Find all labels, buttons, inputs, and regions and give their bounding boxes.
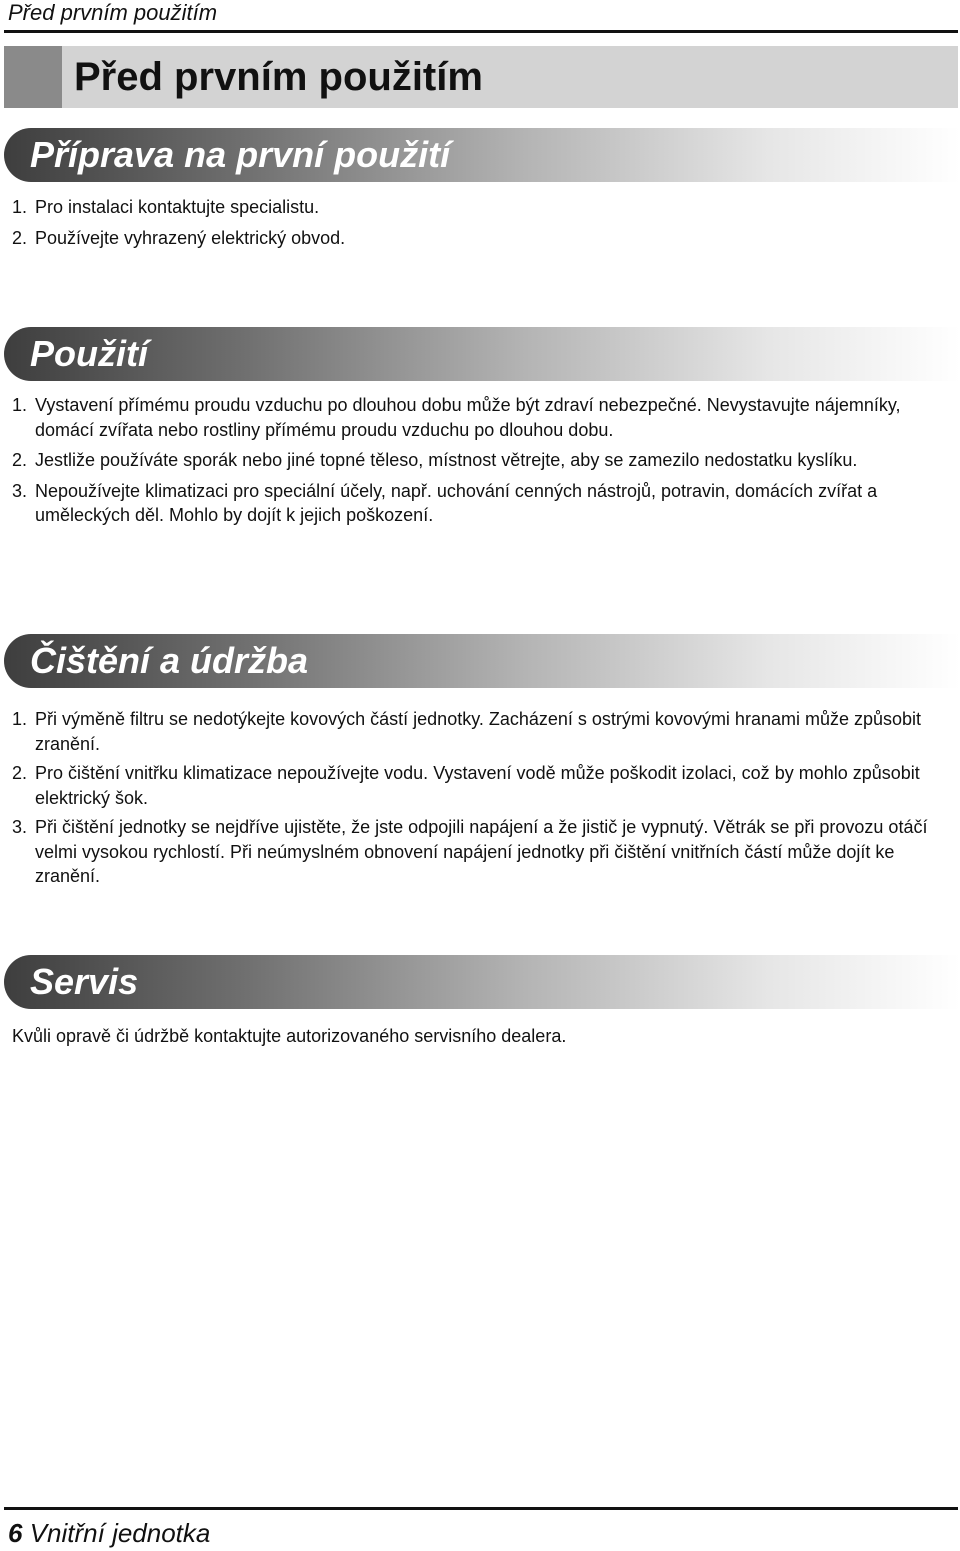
section-heading-preparation — [4, 128, 960, 182]
footer — [8, 1516, 210, 1550]
item-text: Jestliže používáte sporák nebo jiné topné těleso, místnost větrejte, aby se zamezilo nedostatku kyslíku. — [35, 450, 858, 470]
section-heading-label: Čištění a údržba — [30, 640, 309, 681]
item-number: 1. — [12, 709, 28, 729]
item-text: Při čištění jednotky se nejdříve ujistěte, že jste odpojili napájení a že jistič je vypnutý. Větrák se při provozu otáčí velmi vysokou rychlostí. Při neúmyslném obnovení napájení jednotky při čištění vnitřních částí může dojít ke zranění. — [35, 817, 928, 886]
item-number: 3. — [12, 817, 28, 837]
item-number: 1. — [12, 395, 28, 415]
item-number: 2. — [12, 227, 28, 248]
section-heading-service — [4, 955, 960, 1009]
item-text: Při výměně filtru se nedotýkejte kovových částí jednotky. Zacházení s ostrými kovovými hranami může způsobit zranění. — [35, 709, 922, 754]
usage-list — [12, 393, 952, 528]
section-heading-cleaning — [4, 634, 960, 688]
item-text: Používejte vyhrazený elektrický obvod. — [35, 227, 346, 248]
item-number: 3. — [12, 480, 28, 501]
list-item — [12, 707, 952, 756]
list-item — [12, 815, 952, 889]
cleaning-list — [12, 707, 952, 889]
page-title: Před prvním použitím — [74, 55, 483, 99]
service-text: Kvůli opravě či údržbě kontaktujte autorizovaného servisního dealera. — [12, 1026, 567, 1046]
list-item — [12, 761, 952, 810]
item-text: Pro instalaci kontaktujte specialistu. — [35, 197, 320, 217]
footer-label: Vnitřní jednotka — [29, 1518, 211, 1548]
list-item — [12, 226, 952, 251]
list-item — [12, 195, 952, 220]
page-title-band — [4, 46, 958, 108]
running-header: Před prvním použitím — [8, 0, 218, 25]
item-text: Pro čištění vnitřku klimatizace nepoužívejte vodu. Vystavení vodě může poškodit izolaci, což by mohlo způsobit elektrický šok. — [35, 763, 920, 808]
item-number: 2. — [12, 763, 28, 783]
item-text: Nepoužívejte klimatizaci pro speciální účely, např. uchování cenných nástrojů, potravin, domácích zvířat a uměleckých děl. Mohlo by dojít k jejich poškození. — [35, 480, 878, 525]
footer-rule — [4, 1507, 958, 1510]
section-heading-usage — [4, 327, 960, 381]
section-heading-label: Servis — [30, 961, 139, 1002]
page-number: 6 — [8, 1518, 23, 1548]
section-heading-label: Použití — [30, 333, 148, 374]
preparation-list — [12, 195, 952, 250]
header-rule — [4, 30, 958, 33]
item-number: 1. — [12, 197, 28, 217]
list-item — [12, 448, 952, 473]
section-heading-label: Příprava na první použití — [30, 134, 451, 175]
item-text: Vystavení přímému proudu vzduchu po dlouhou dobu může být zdraví nebezpečné. Nevystavujte nájemníky, domácí zvířata nebo rostliny přímému proudu vzduchu po dlouhou dobu. — [35, 395, 901, 440]
item-number: 2. — [12, 450, 28, 470]
list-item — [12, 393, 952, 442]
title-tab — [4, 46, 62, 108]
list-item — [12, 479, 952, 528]
